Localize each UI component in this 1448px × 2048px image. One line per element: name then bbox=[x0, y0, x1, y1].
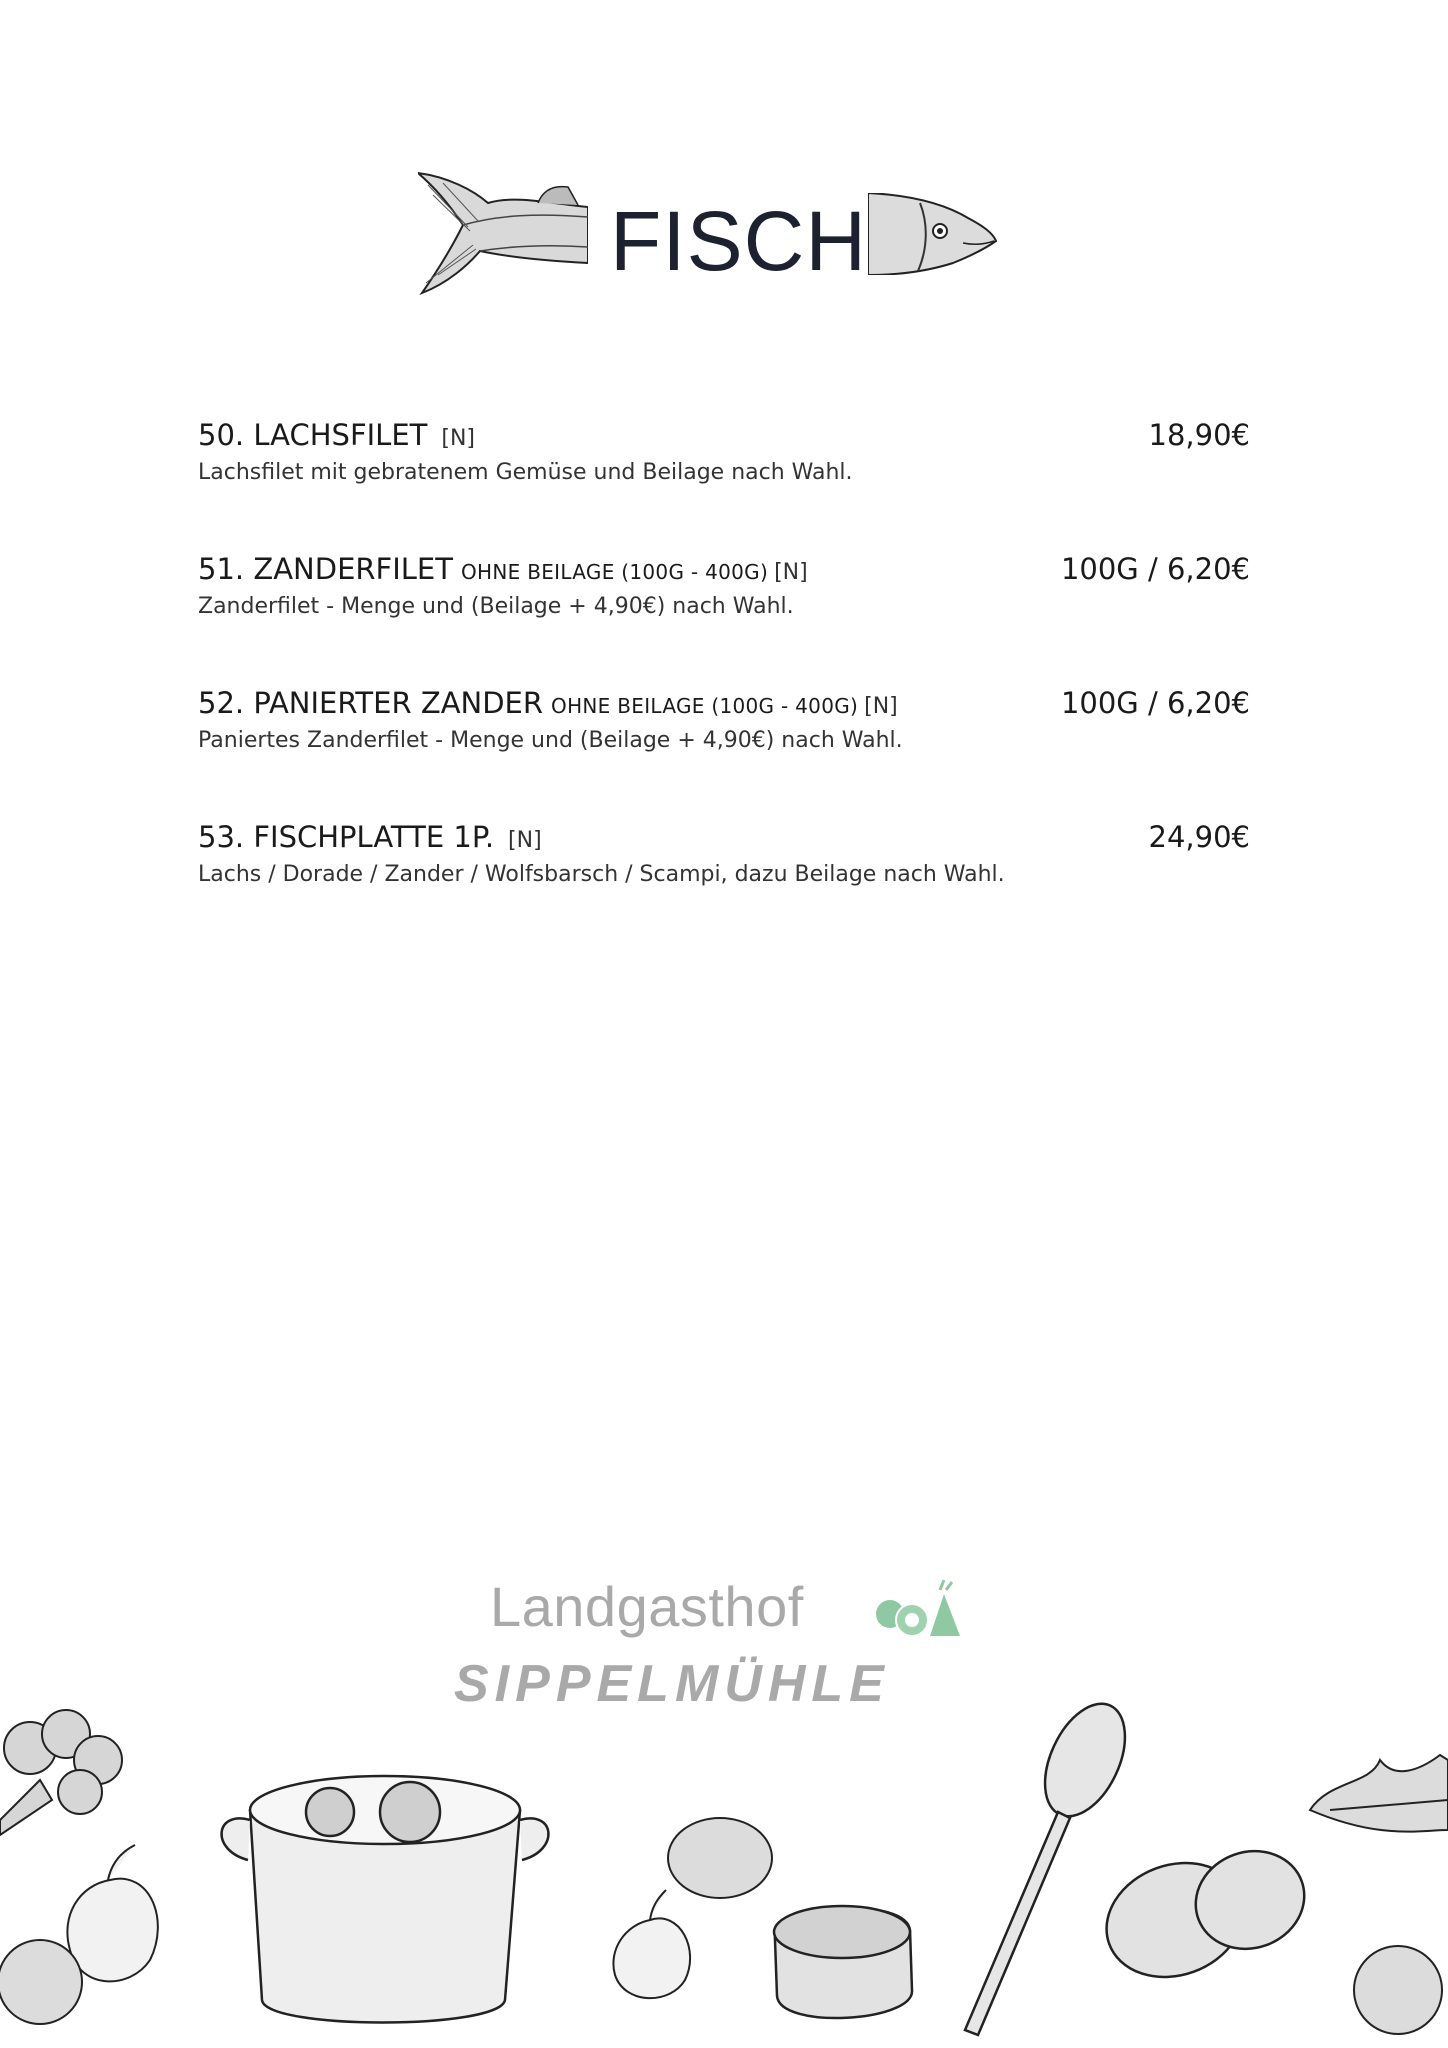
menu-item bbox=[198, 552, 1250, 686]
item-description: Lachs / Dorade / Zander / Wolfsbarsch / Scampi, dazu Beilage nach Wahl. bbox=[198, 862, 1005, 887]
item-name: 50. LACHSFILET bbox=[198, 418, 428, 452]
item-allergen: [N] bbox=[441, 426, 476, 451]
logo bbox=[450, 1570, 1010, 1713]
footer-illustration bbox=[0, 1700, 1448, 2048]
item-description: Zanderfilet - Menge und (Beilage + 4,90€) nach Wahl. bbox=[198, 594, 794, 619]
page-title: FISCH bbox=[610, 194, 867, 288]
item-name: 51. ZANDERFILET bbox=[198, 552, 453, 586]
broccoli-icon bbox=[0, 1710, 122, 1835]
logo-line1: Landgasthof bbox=[490, 1575, 804, 1638]
item-name: 53. FISCHPLATTE 1P. bbox=[198, 820, 495, 854]
item-note: OHNE BEILAGE (100G - 400G) bbox=[460, 560, 769, 584]
spoon-icon bbox=[965, 1700, 1141, 2035]
soup-pot-icon bbox=[222, 1776, 549, 2023]
item-price: 18,90€ bbox=[1148, 418, 1250, 452]
fish-head-icon bbox=[868, 193, 998, 275]
item-allergen: [N] bbox=[774, 560, 808, 585]
item-price: 24,90€ bbox=[1148, 820, 1250, 854]
menu-item bbox=[198, 686, 1250, 820]
logo-line2: SIPPELMÜHLE bbox=[454, 1655, 890, 1713]
logo-vegetable-icon bbox=[868, 1576, 964, 1648]
item-price: 100G / 6,20€ bbox=[1060, 552, 1250, 586]
item-name: 52. PANIERTER ZANDER bbox=[198, 686, 544, 720]
item-allergen: [N] bbox=[508, 828, 542, 853]
item-allergen: [N] bbox=[864, 694, 898, 719]
fish-tail-icon bbox=[418, 165, 588, 300]
menu-item bbox=[198, 820, 1250, 954]
parsley-icon bbox=[1310, 1755, 1448, 1832]
item-note: OHNE BEILAGE (100G - 400G) bbox=[551, 694, 859, 718]
item-price: 100G / 6,20€ bbox=[1060, 686, 1250, 720]
item-description: Paniertes Zanderfilet - Menge und (Beilage + 4,90€) nach Wahl. bbox=[198, 728, 903, 753]
header bbox=[0, 155, 1448, 305]
menu-list bbox=[198, 418, 1250, 954]
menu-item bbox=[198, 418, 1250, 552]
item-description: Lachsfilet mit gebratenem Gemüse und Beilage nach Wahl. bbox=[198, 460, 853, 485]
